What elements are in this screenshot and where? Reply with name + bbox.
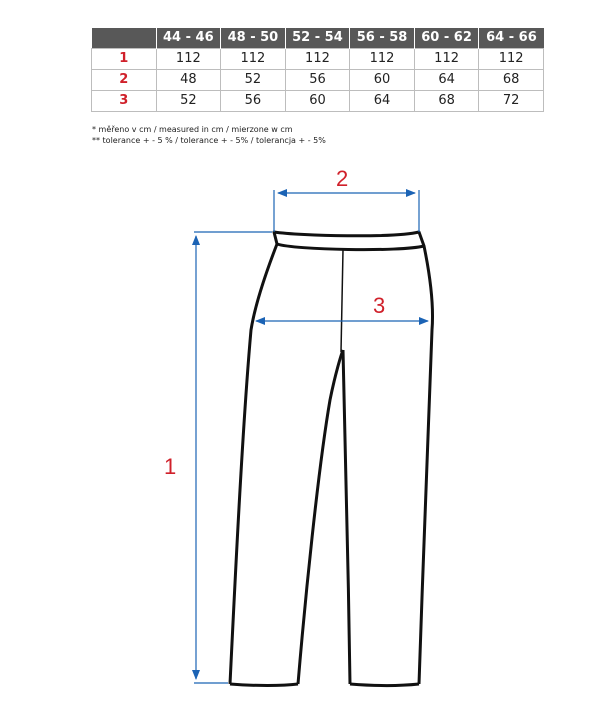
- table-cell: 56: [221, 91, 286, 112]
- table-cell: 112: [156, 49, 221, 70]
- table-cell: 64: [414, 70, 479, 91]
- table-cell: 52: [156, 91, 221, 112]
- table-cell: 112: [285, 49, 350, 70]
- table-cell: 48: [156, 70, 221, 91]
- table-cell: 68: [479, 70, 544, 91]
- header-cell-size: 44 - 46: [156, 28, 221, 49]
- trousers-outline-icon: [230, 232, 433, 686]
- table-cell: 60: [285, 91, 350, 112]
- right-leg-outer: [419, 246, 433, 684]
- waist-dimension: [274, 190, 419, 232]
- hip-label: 3: [373, 293, 386, 318]
- table-cell: 112: [350, 49, 415, 70]
- waist-label: 2: [336, 166, 349, 191]
- left-inseam: [298, 350, 343, 684]
- table-cell: 112: [414, 49, 479, 70]
- table-cell: 72: [479, 91, 544, 112]
- left-hem: [230, 684, 298, 686]
- table-cell: 68: [414, 91, 479, 112]
- table-cell: 112: [479, 49, 544, 70]
- row-label: 3: [92, 91, 157, 112]
- header-cell-size: 52 - 54: [285, 28, 350, 49]
- note-tolerance: ** tolerance + - 5 % / tolerance + - 5% / tolerancja + - 5%: [92, 136, 326, 145]
- right-hem: [350, 684, 419, 686]
- header-cell-size: 64 - 66: [479, 28, 544, 49]
- length-label: 1: [164, 454, 177, 479]
- table-cell: 56: [285, 70, 350, 91]
- note-measurement: * měřeno v cm / measured in cm / mierzone w cm: [92, 125, 293, 134]
- table-cell: 112: [221, 49, 286, 70]
- waistband: [274, 232, 424, 250]
- table-cell: 52: [221, 70, 286, 91]
- table-cell: 64: [350, 91, 415, 112]
- front-seam: [341, 250, 343, 352]
- header-cell-size: 56 - 58: [350, 28, 415, 49]
- row-label: 1: [92, 49, 157, 70]
- right-inseam: [343, 350, 350, 684]
- table-cell: 60: [350, 70, 415, 91]
- header-cell-size: 60 - 62: [414, 28, 479, 49]
- header-cell-size: 48 - 50: [221, 28, 286, 49]
- row-label: 2: [92, 70, 157, 91]
- left-leg-outer: [230, 244, 277, 684]
